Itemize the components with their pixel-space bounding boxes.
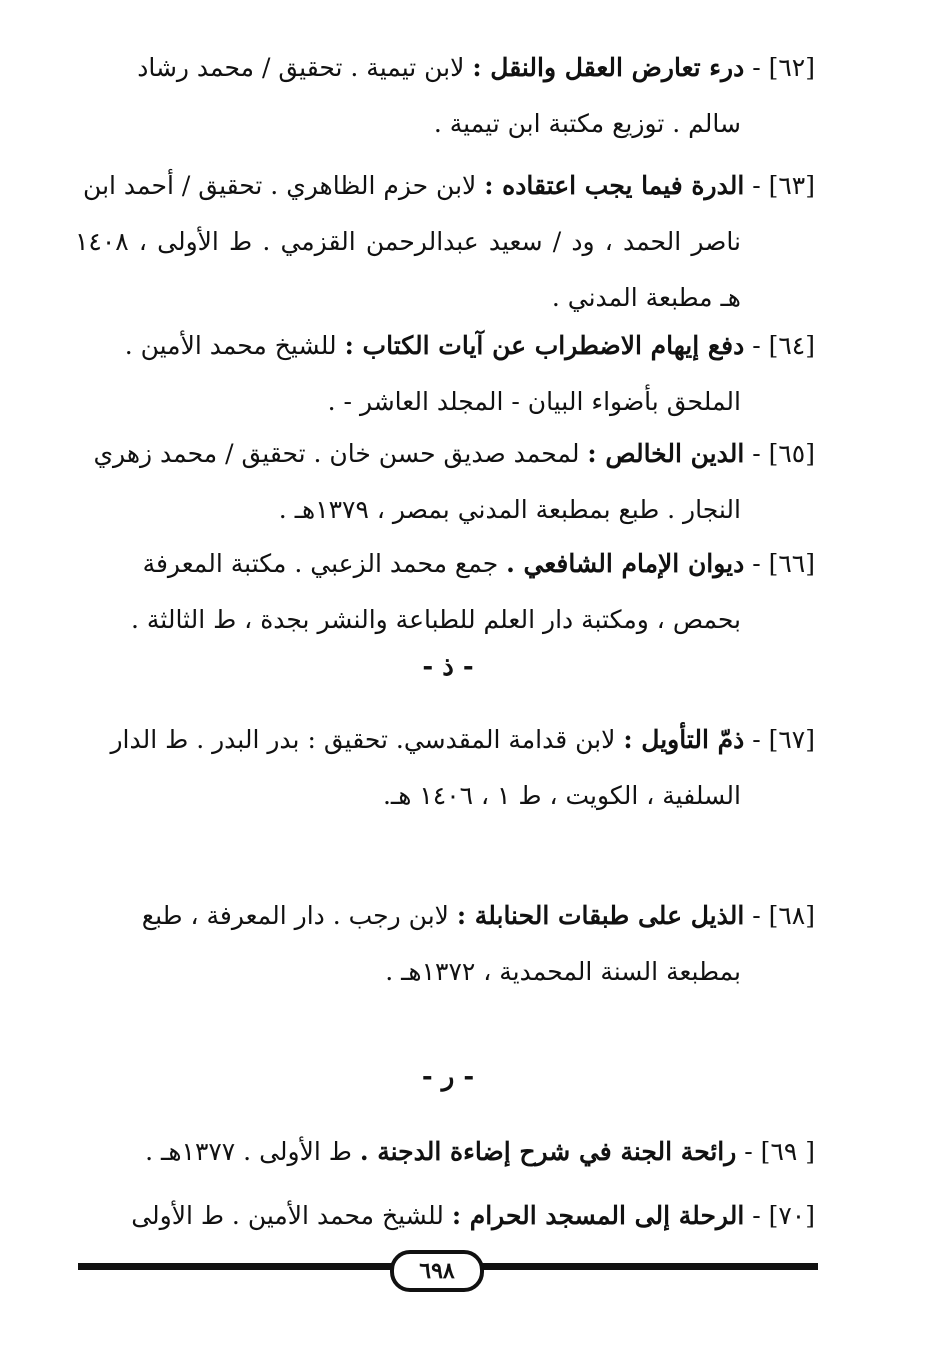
entry-title: الذيل على طبقات الحنابلة :	[456, 901, 745, 930]
entry-continuation: بحمص ، ومكتبة دار العلم للطباعة والنشر بجدة ، ط الثالثة .	[130, 605, 741, 634]
entry-title: درء تعارض العقل والنقل :	[472, 53, 745, 82]
entry-continuation: النجار . طبع بمطبعة المدني بمصر ، ١٣٧٩هـ .	[278, 495, 741, 524]
section-letter-ra: - ر -	[421, 1062, 475, 1092]
entry-number: [٦٤] -	[752, 331, 815, 360]
entry-number: [٦٣] -	[752, 171, 815, 200]
entry-title: الدين الخالص :	[587, 439, 745, 468]
entry-title: رائحة الجنة في شرح إضاءة الدجنة .	[359, 1137, 737, 1166]
entry-number: [٦٦] -	[752, 549, 815, 578]
entry-number: [٦٧] -	[752, 725, 815, 754]
entry-text: لمحمد صديق حسن خان . تحقيق / محمد زهري	[93, 439, 580, 468]
bibliography-entry-63	[75, 158, 815, 326]
bibliography-entry-66	[75, 536, 815, 648]
entry-text: لابن رجب . دار المعرفة ، طبع	[141, 901, 449, 930]
entry-continuation: الملحق بأضواء البيان - المجلد العاشر - .	[327, 387, 741, 416]
entry-title: ذمّ التأويل :	[623, 725, 745, 754]
entry-text: جمع محمد الزعبي . مكتبة المعرفة	[142, 549, 499, 578]
bibliography-entry-62	[75, 40, 815, 152]
entry-continuation: السلفية ، الكويت ، ط ١ ، ١٤٠٦ هـ.	[382, 781, 741, 810]
entry-continuation: بمطبعة السنة المحمدية ، ١٣٧٢هـ .	[385, 957, 741, 986]
bibliography-entry-69	[75, 1124, 815, 1180]
bibliography-entry-64	[75, 318, 815, 430]
entry-title: الدرة فيما يجب اعتقاده :	[484, 171, 745, 200]
entry-number: [٦٥] -	[752, 439, 815, 468]
bibliography-entry-67	[75, 712, 815, 824]
bibliography-entry-70	[75, 1188, 815, 1244]
entry-title: دفع إيهام الاضطراب عن آيات الكتاب :	[344, 331, 745, 360]
section-letter-dhal: - ذ -	[422, 652, 474, 682]
entry-title: ديوان الإمام الشافعي .	[506, 549, 745, 578]
entry-text: للشيخ محمد الأمين .	[124, 331, 337, 360]
entry-continuation: سالم . توزيع مكتبة ابن تيمية .	[433, 109, 741, 138]
entry-text: للشيخ محمد الأمين . ط الأولى	[131, 1201, 444, 1230]
entry-text: لابن قدامة المقدسي. تحقيق : بدر البدر . ط الدار	[110, 725, 616, 754]
entry-number: [٦٢] -	[752, 53, 815, 82]
bibliography-entry-65	[75, 426, 815, 538]
entry-text: لابن تيمية . تحقيق / محمد رشاد	[137, 53, 465, 82]
entry-number: [٧٠] -	[752, 1201, 815, 1230]
entry-text: لابن حزم الظاهري . تحقيق / أحمد ابن	[83, 171, 477, 200]
page-number: ٦٩٨	[390, 1250, 484, 1292]
entry-continuation: ناصر الحمد ، ود / سعيد عبدالرحمن القزمي . ط الأولى ، ١٤٠٨ هـ مطبعة المدني .	[75, 227, 741, 312]
bibliography-entry-68	[75, 888, 815, 1000]
entry-number: [٦٨] -	[752, 901, 815, 930]
entry-title: الرحلة إلى المسجد الحرام :	[451, 1201, 745, 1230]
entry-number: [ ٦٩] -	[744, 1137, 815, 1166]
entry-text: ط الأولى . ١٣٧٧هـ .	[145, 1137, 352, 1166]
